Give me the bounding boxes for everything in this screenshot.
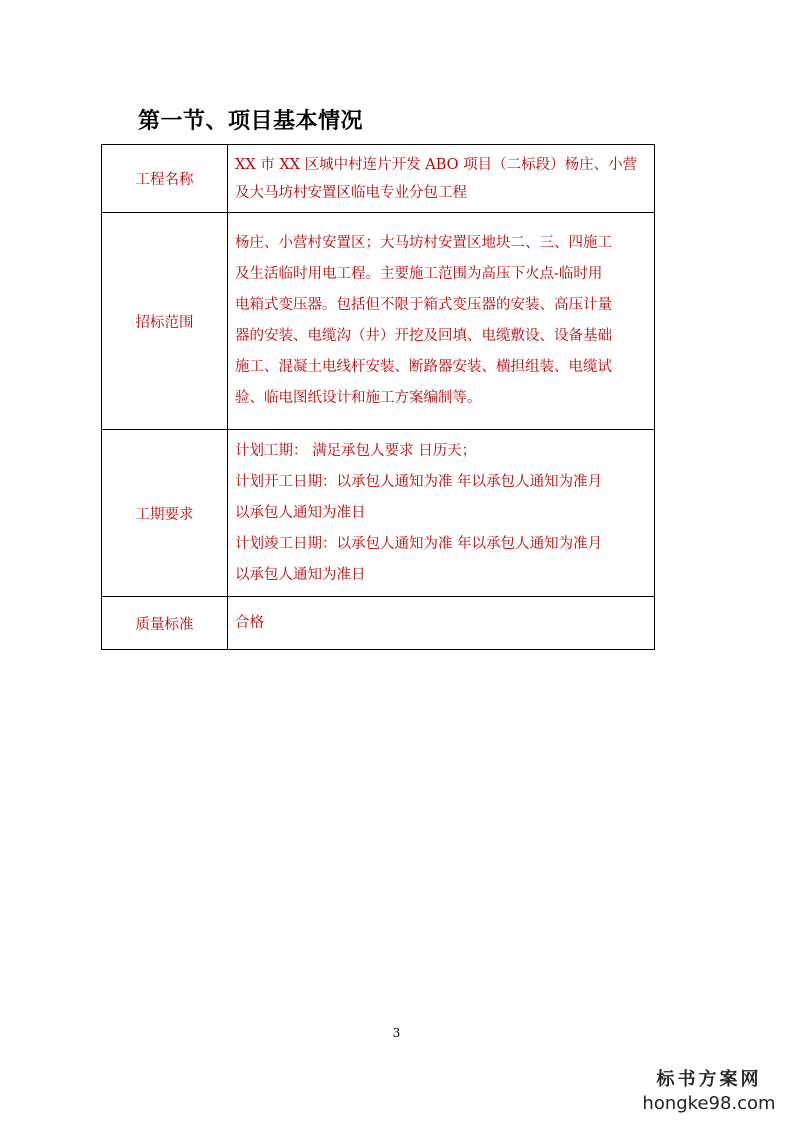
schedule-line: 计划开工日期：以承包人通知为准 年以承包人通知为准月	[235, 473, 603, 490]
bid-scope-line: 器的安装、电缆沟（井）开挖及回填、电缆敷设、设备基础	[235, 328, 612, 344]
bid-scope-line: 验、临电图纸设计和施工方案编制等。	[235, 390, 482, 406]
bid-scope-label: 招标范围	[102, 213, 228, 430]
section-title: 第一节、项目基本情况	[138, 109, 364, 134]
schedule-label: 工期要求	[102, 430, 228, 597]
watermark-logo	[639, 1068, 779, 1116]
project-name-value	[228, 145, 655, 213]
schedule-line: 计划竣工日期：以承包人通知为准 年以承包人通知为准月	[235, 535, 603, 552]
table-row-quality	[102, 597, 655, 650]
quality-value	[228, 597, 655, 650]
project-name-line: XX 市 XX 区城中村连片开发 ABO 项目（二标段）杨庄、小营	[235, 156, 638, 173]
table-row-bid-scope	[102, 213, 655, 430]
page-number: 3	[392, 1026, 401, 1040]
bid-scope-line: 电箱式变压器。包括但不限于箱式变压器的安装、高压计量	[235, 297, 612, 313]
schedule-value	[228, 430, 655, 597]
project-name-label: 工程名称	[102, 145, 228, 213]
quality-label: 质量标准	[102, 597, 228, 650]
schedule-line: 以承包人通知为准日	[235, 504, 366, 521]
project-name-line: 及大马坊村安置区临电专业分包工程	[235, 184, 467, 201]
bid-scope-value	[228, 213, 655, 430]
bid-scope-line: 施工、混凝土电线杆安装、断路器安装、横担组装、电缆试	[235, 359, 612, 375]
watermark-name: 标书方案网	[656, 1069, 762, 1090]
table-row-project-name	[102, 145, 655, 213]
bid-scope-line: 及生活临时用电工程。主要施工范围为高压下火点-临时用	[235, 266, 603, 282]
quality-line: 合格	[235, 614, 264, 631]
project-info-table	[101, 144, 655, 650]
schedule-line: 计划工期： 满足承包人要求 日历天；	[235, 442, 477, 459]
bid-scope-line: 杨庄、小营村安置区；大马坊村安置区地块二、三、四施工	[235, 235, 612, 251]
watermark-url: hongke98.com	[642, 1093, 776, 1114]
table-row-schedule	[102, 430, 655, 597]
schedule-line: 以承包人通知为准日	[235, 566, 366, 583]
